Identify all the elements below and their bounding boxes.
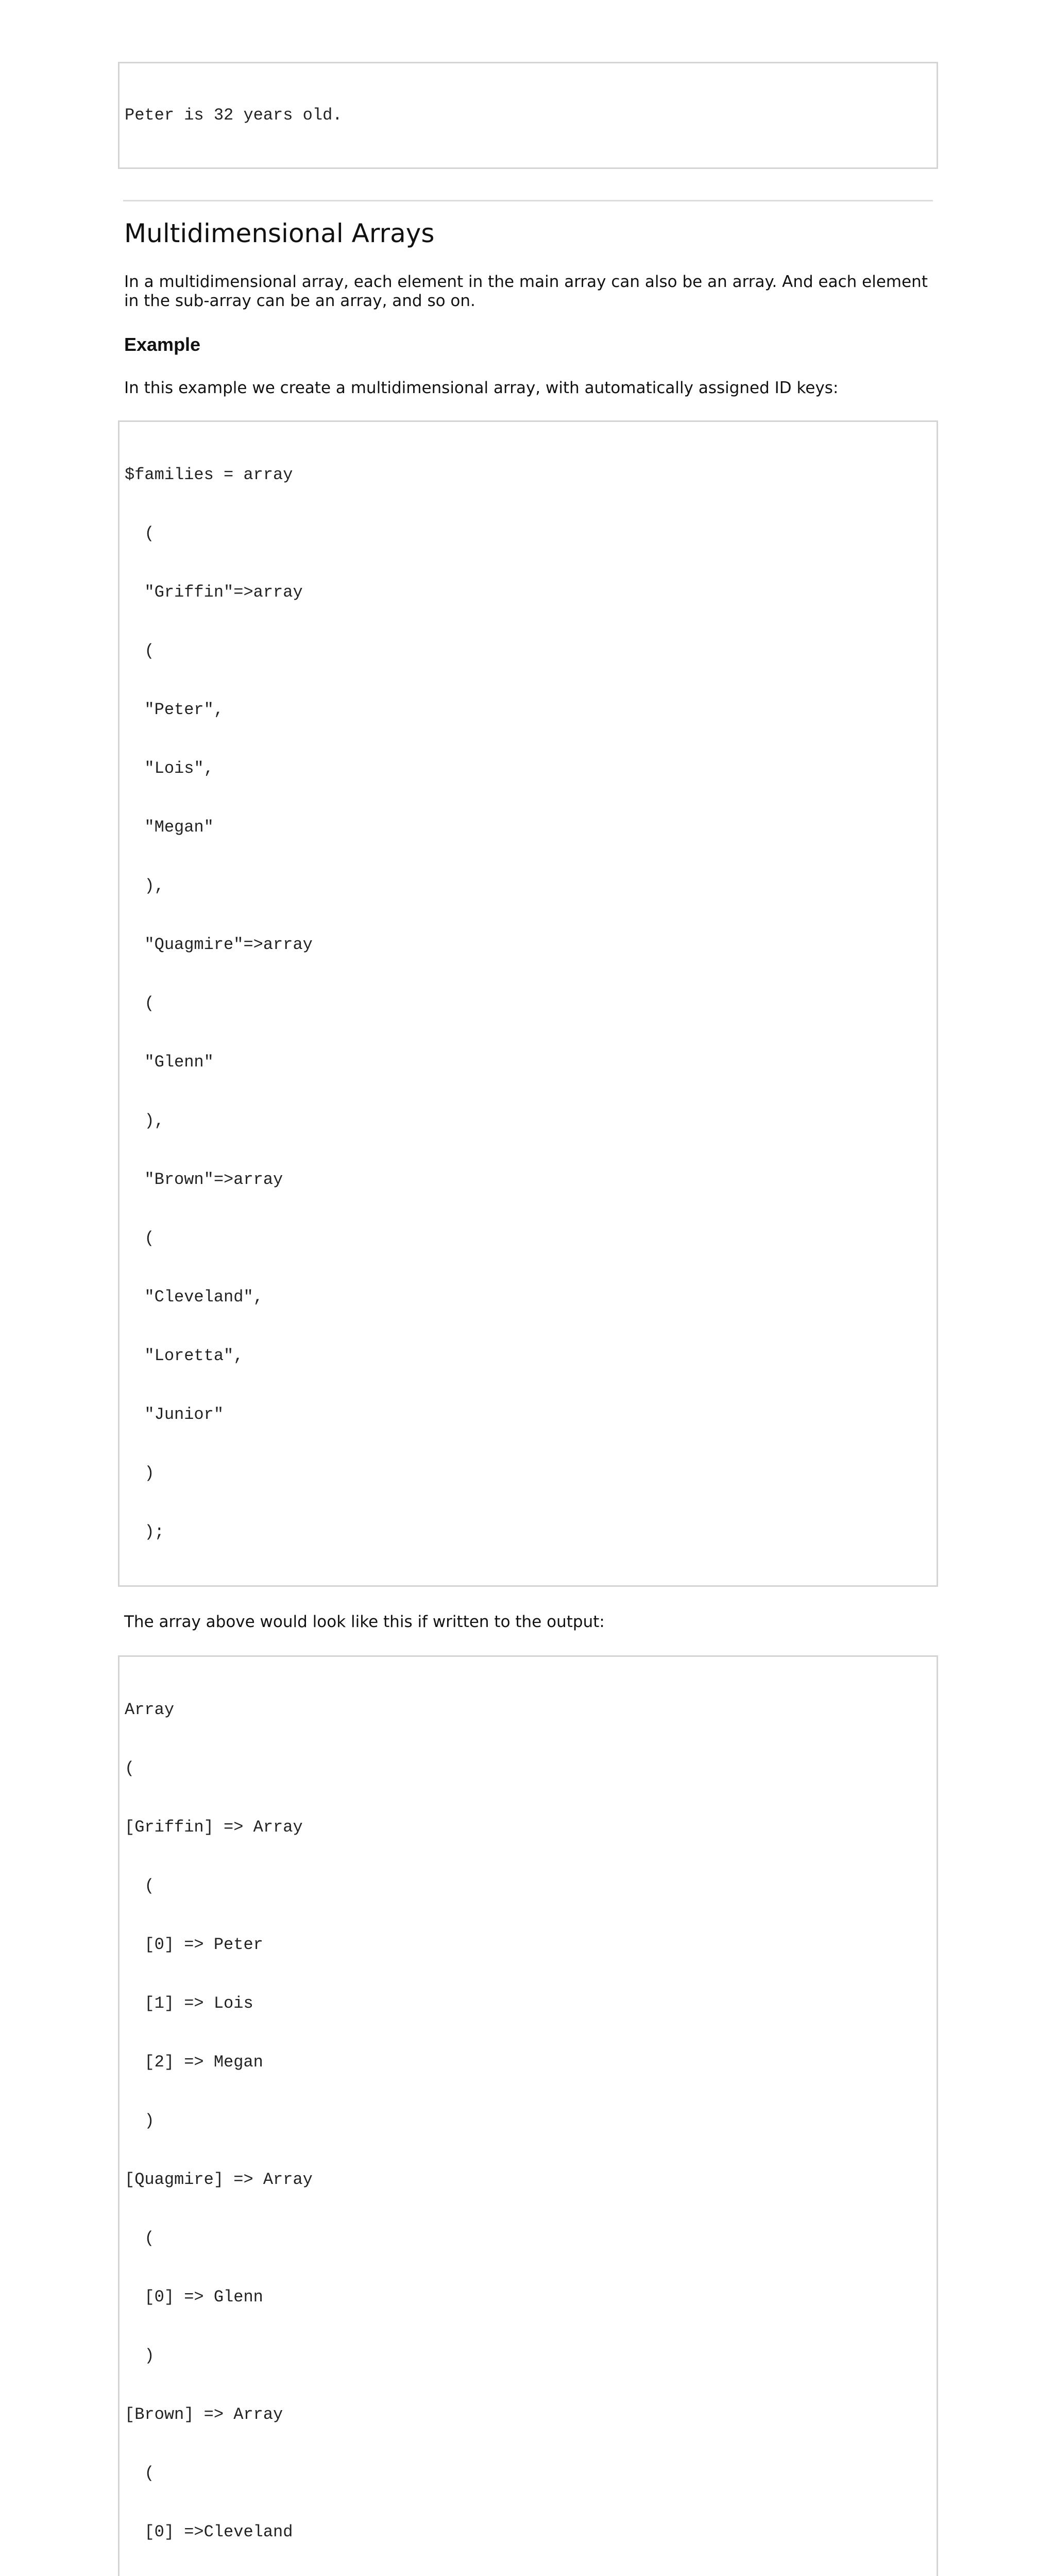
code-line: "Brown"=>array: [125, 1170, 283, 1189]
code-line: (: [125, 1229, 155, 1248]
output-box-top: [118, 62, 938, 169]
example-heading: Example: [124, 334, 201, 355]
code-line: "Quagmire"=>array: [125, 935, 313, 954]
output-line: [Griffin] => Array: [125, 1818, 303, 1837]
output-description: The array above would look like this if written to the output:: [124, 1613, 605, 1631]
code-line: ): [125, 1464, 155, 1483]
code-line: );: [125, 1522, 164, 1541]
output-line: (: [125, 2464, 155, 2483]
code-line: (: [125, 641, 155, 660]
code-line: "Glenn": [125, 1053, 214, 1072]
code-line: Peter is 32 years old.: [125, 106, 343, 125]
output-line: ): [125, 2111, 155, 2130]
code-example-box: [118, 420, 938, 1587]
code-line: $families = array: [125, 465, 293, 484]
section-heading: Multidimensional Arrays: [124, 218, 435, 248]
intro-paragraph: In a multidimensional array, each element in the main array can also be an array. And each element in the sub-array can be an array, and so on.: [124, 273, 928, 310]
output-line: [Brown] => Array: [125, 2405, 283, 2424]
example-description: In this example we create a multidimensional array, with automatically assigned ID keys:: [124, 379, 839, 397]
code-line: ),: [125, 1111, 164, 1130]
code-line: (: [125, 524, 155, 543]
page-content: [118, 62, 938, 2576]
code-line: "Cleveland",: [125, 1287, 263, 1307]
horizontal-divider: [123, 200, 933, 201]
output-box: [118, 1655, 938, 2576]
output-line: [0] => Peter: [125, 1935, 263, 1954]
output-line: (: [125, 1759, 135, 1778]
output-line: ): [125, 2346, 155, 2365]
output-line: [0] => Glenn: [125, 2287, 263, 2307]
code-line: "Megan": [125, 818, 214, 837]
code-line: "Junior": [125, 1405, 224, 1424]
code-line: "Loretta",: [125, 1346, 244, 1365]
code-line: "Griffin"=>array: [125, 583, 303, 602]
output-line: Array: [125, 1700, 175, 1719]
code-line: "Peter",: [125, 700, 224, 719]
output-line: [1] => Lois: [125, 1994, 253, 2013]
code-line: ),: [125, 876, 164, 895]
code-line: (: [125, 994, 155, 1013]
output-line: (: [125, 1876, 155, 1895]
output-line: (: [125, 2229, 155, 2248]
output-line: [0] =>Cleveland: [125, 2522, 293, 2541]
output-line: [Quagmire] => Array: [125, 2170, 313, 2189]
output-line: [2] => Megan: [125, 2053, 263, 2072]
code-line: "Lois",: [125, 759, 214, 778]
